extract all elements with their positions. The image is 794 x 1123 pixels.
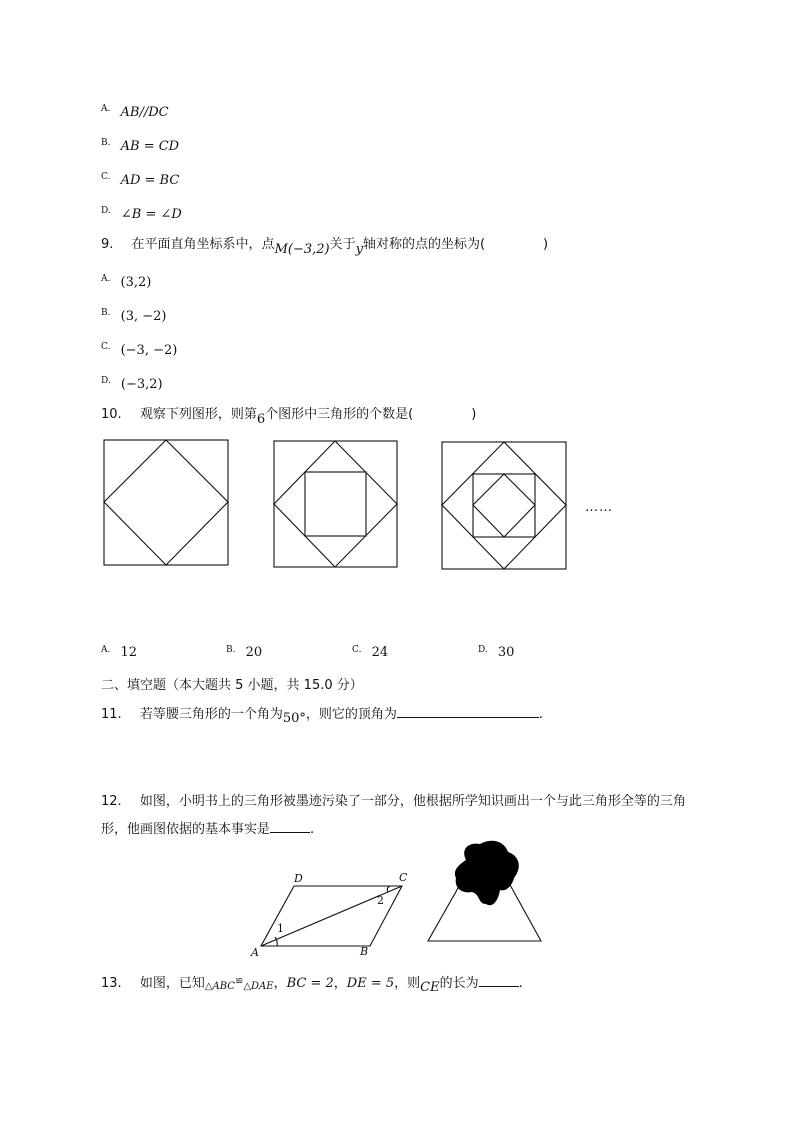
separator: ，	[273, 976, 287, 991]
question-number: 11.	[101, 707, 122, 722]
question-number: 10.	[101, 407, 122, 422]
congruent-symbol: ≌	[234, 976, 244, 987]
option-text: (−3, −2)	[120, 343, 178, 358]
question-text: 如图，小明书上的三角形被墨迹污染了一部分，他根据所学知识画出一个与此三角形全等的三角	[139, 794, 686, 809]
triangle-dae: △DAE	[243, 981, 274, 992]
question-number: 9.	[101, 237, 114, 252]
option-text: (3,2)	[120, 275, 152, 290]
option-text: (−3,2)	[120, 377, 163, 392]
section-heading: 二、填空题（本大题共 5 小题，共 15.0 分）	[101, 678, 363, 693]
question-text: 如图，已知	[139, 976, 205, 991]
label-a: A	[251, 946, 259, 959]
question-text: 个图形中三角形的个数是(	[265, 407, 414, 422]
segment-ce: CE	[420, 980, 440, 995]
option-letter: D.	[101, 206, 111, 216]
question-text: ，则它的顶角为	[305, 707, 397, 722]
answer-paren-close: )	[543, 237, 549, 252]
option-text: AB//DC	[120, 105, 169, 120]
continuation-dots: ……	[585, 500, 613, 515]
question-number: 12.	[101, 794, 122, 809]
option-letter: A.	[101, 645, 111, 655]
option-text: 30	[497, 645, 515, 660]
question-text: ，则	[394, 976, 421, 991]
question-text: 关于	[329, 237, 356, 252]
question-text: 形，他画图依据的基本事实是	[101, 822, 271, 837]
option-text: ∠B = ∠D	[120, 207, 182, 222]
question-text: 的长为	[439, 976, 479, 991]
question-text: 在平面直角坐标系中，点	[131, 237, 275, 252]
option-text: AB = CD	[120, 139, 180, 154]
option-text: (3, −2)	[120, 309, 167, 324]
question-text: 观察下列图形，则第	[139, 407, 257, 422]
option-letter: A.	[101, 274, 111, 284]
period: .	[310, 822, 315, 837]
option-letter: D.	[478, 645, 488, 655]
separator: ，	[333, 976, 347, 991]
answer-blank[interactable]	[479, 974, 519, 987]
option-letter: B.	[101, 138, 111, 148]
ink-blot	[455, 841, 519, 906]
label-angle-2: 2	[377, 894, 384, 907]
axis-y: y	[355, 242, 363, 257]
angle-value: 50°	[282, 711, 306, 726]
option-text: 24	[371, 645, 389, 660]
option-letter: D.	[101, 376, 111, 386]
option-text: 20	[245, 645, 263, 660]
bc-value: BC = 2	[286, 976, 334, 991]
period: .	[518, 976, 523, 991]
question-text: 若等腰三角形的一个角为	[139, 707, 283, 722]
triangle-abc: △ABC	[204, 981, 235, 992]
period: .	[538, 707, 544, 722]
option-text: AD = BC	[120, 173, 180, 188]
option-text: 12	[120, 645, 138, 660]
label-angle-1: 1	[277, 922, 284, 935]
question-13	[101, 972, 523, 995]
question-text: 轴对称的点的坐标为(	[362, 237, 486, 252]
point-m: M(−3,2)	[274, 242, 330, 257]
option-letter: B.	[226, 645, 236, 655]
figure-index: 6	[256, 412, 266, 427]
option-letter: C.	[101, 342, 111, 352]
option-letter: A.	[101, 104, 111, 114]
option-letter: B.	[101, 308, 111, 318]
question-number: 13.	[101, 976, 122, 991]
label-c: C	[399, 871, 408, 884]
answer-paren-close: )	[471, 407, 477, 422]
de-value: DE = 5	[346, 976, 395, 991]
label-d: D	[294, 872, 303, 885]
label-b: B	[360, 945, 369, 958]
angle-1-arc	[275, 937, 277, 946]
option-letter: C.	[101, 172, 111, 182]
option-letter: C.	[352, 645, 362, 655]
